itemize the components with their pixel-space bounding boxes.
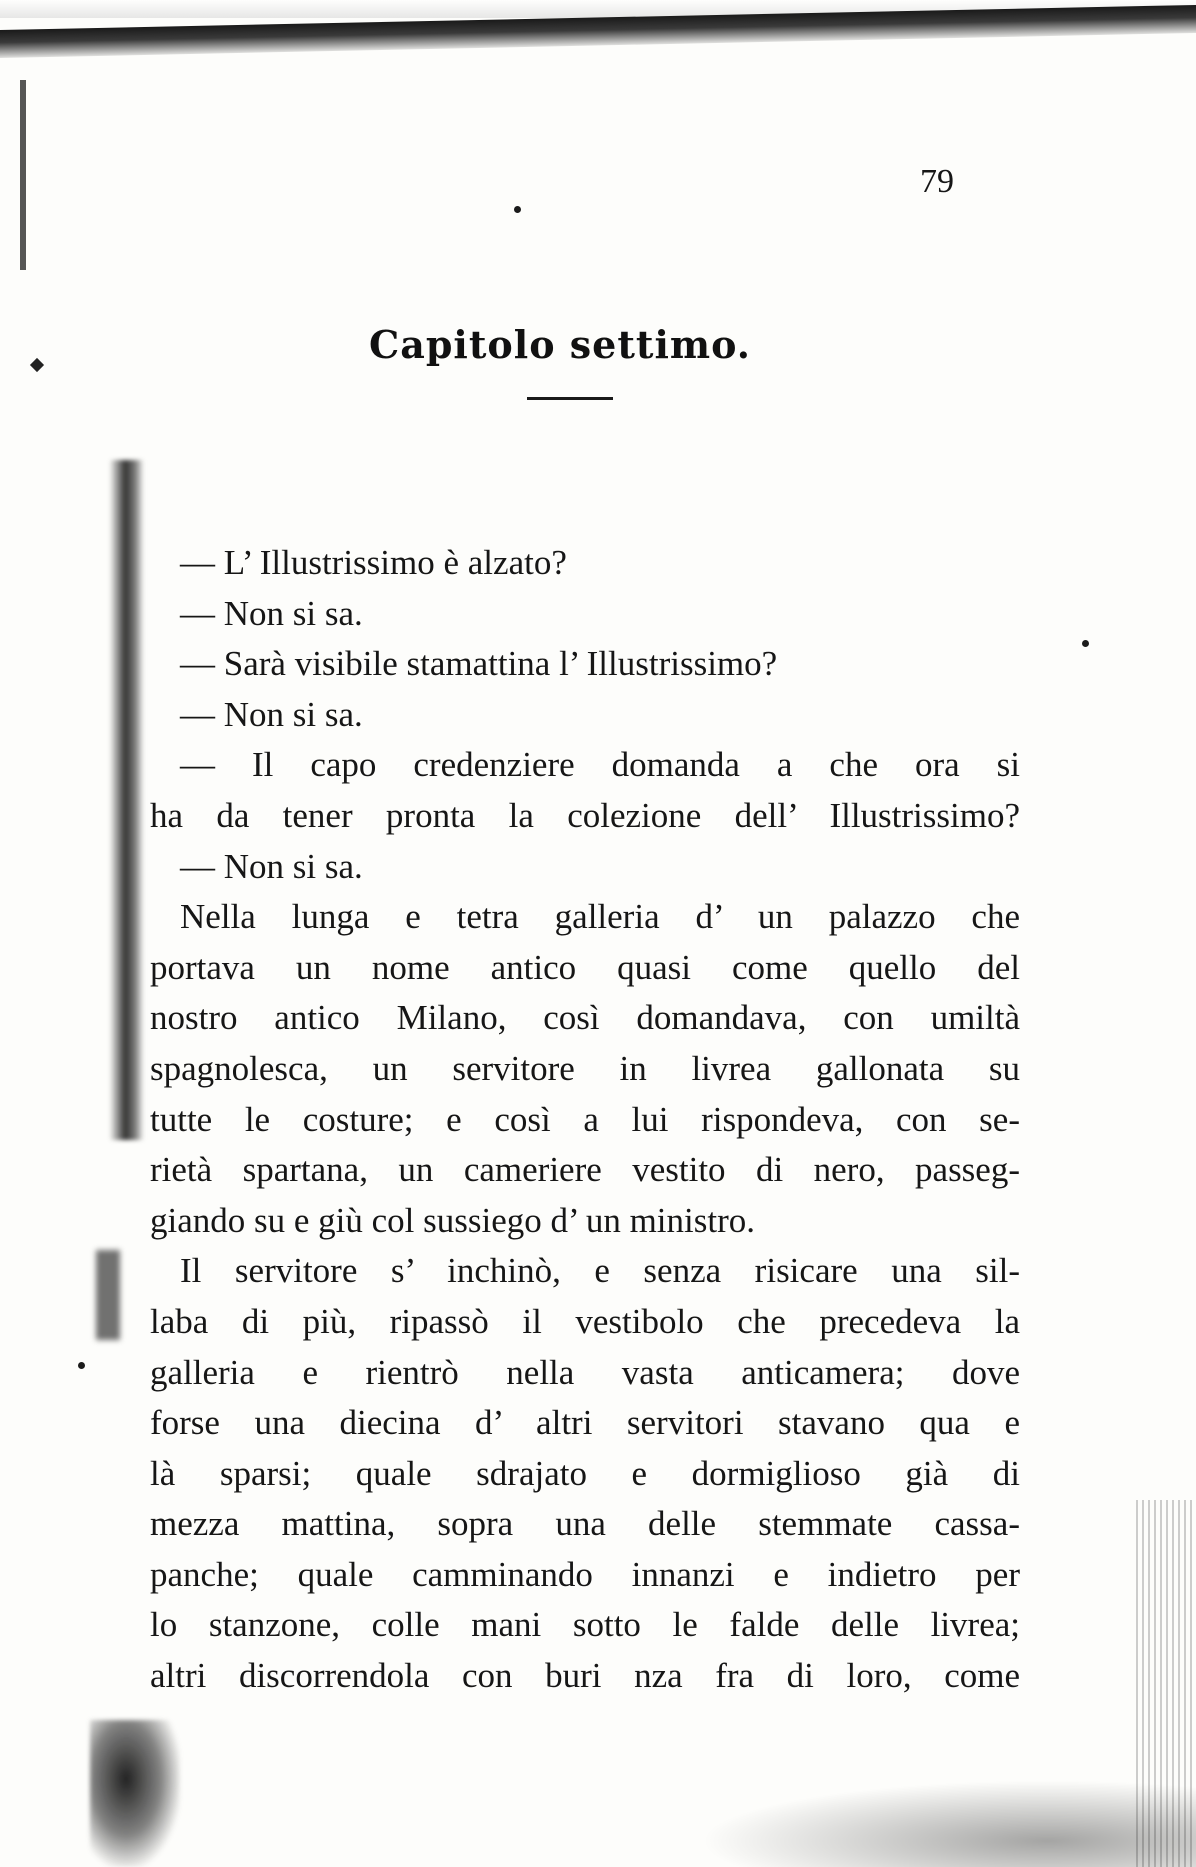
scan-speck xyxy=(30,358,44,372)
scan-dot xyxy=(514,206,521,213)
text-line: mezza mattina, sopra una delle stemmate cassa- xyxy=(150,1504,1020,1544)
text-line: — Non si sa. xyxy=(180,593,363,633)
scan-ink-blotch xyxy=(90,1720,180,1867)
text-line: Il servitore s’ inchinò, e senza risicare una sil- xyxy=(180,1251,1020,1291)
text-line: là sparsi; quale sdrajato e dormiglioso già di xyxy=(150,1453,1020,1493)
text-line: — L’ Illustrissimo è alzato? xyxy=(180,543,567,582)
scan-left-mark xyxy=(20,80,26,270)
text-line: spagnolesca, un servitore in livrea gallonata su xyxy=(150,1048,1020,1088)
body-text xyxy=(150,538,1020,1702)
text-line: portava un nome antico quasi come quello del xyxy=(150,947,1020,987)
scan-bottom-noise xyxy=(700,1780,1196,1867)
text-line: ha da tener pronta la colezione dell’ Illustrissimo? xyxy=(150,795,1020,835)
text-line: — Non si sa. xyxy=(180,694,363,734)
text-line: panche; quale camminando innanzi e indietro per xyxy=(150,1554,1020,1594)
text-line: lo stanzone, colle mani sotto le falde delle livrea; xyxy=(150,1605,1020,1645)
text-line: tutte le costure; e così a lui rispondeva, con se- xyxy=(150,1099,1020,1139)
text-line: galleria e rientrò nella vasta anticamera; dove xyxy=(150,1352,1020,1392)
chapter-title: Capitolo settimo. xyxy=(368,322,751,367)
text-line: laba di più, ripassò il vestibolo che precedeva la xyxy=(150,1301,1020,1341)
text-line: altri discorrendola con buri nza fra di loro, come xyxy=(150,1656,1020,1696)
scan-dot xyxy=(1082,640,1089,647)
text-line: Nella lunga e tetra galleria d’ un palazzo che xyxy=(180,897,1020,937)
title-divider xyxy=(527,397,613,400)
text-line: — Sarà visibile stamattina l’ Illustrissimo? xyxy=(180,644,778,684)
scan-dot xyxy=(78,1362,85,1369)
scan-spine-shadow xyxy=(110,460,144,1140)
page-number: 79 xyxy=(920,163,954,200)
scan-spine-shadow-lower xyxy=(96,1250,120,1340)
text-line: rietà spartana, un cameriere vestito di nero, passeg- xyxy=(150,1150,1020,1190)
text-line: forse una diecina d’ altri servitori stavano qua e xyxy=(150,1403,1020,1443)
text-line: giando su e giù col sussiego d’ un ministro. xyxy=(150,1200,755,1240)
text-line: nostro antico Milano, così domandava, con umiltà xyxy=(150,998,1020,1038)
text-line: — Il capo credenziere domanda a che ora si xyxy=(180,745,1020,785)
text-line: — Non si sa. xyxy=(180,846,363,886)
